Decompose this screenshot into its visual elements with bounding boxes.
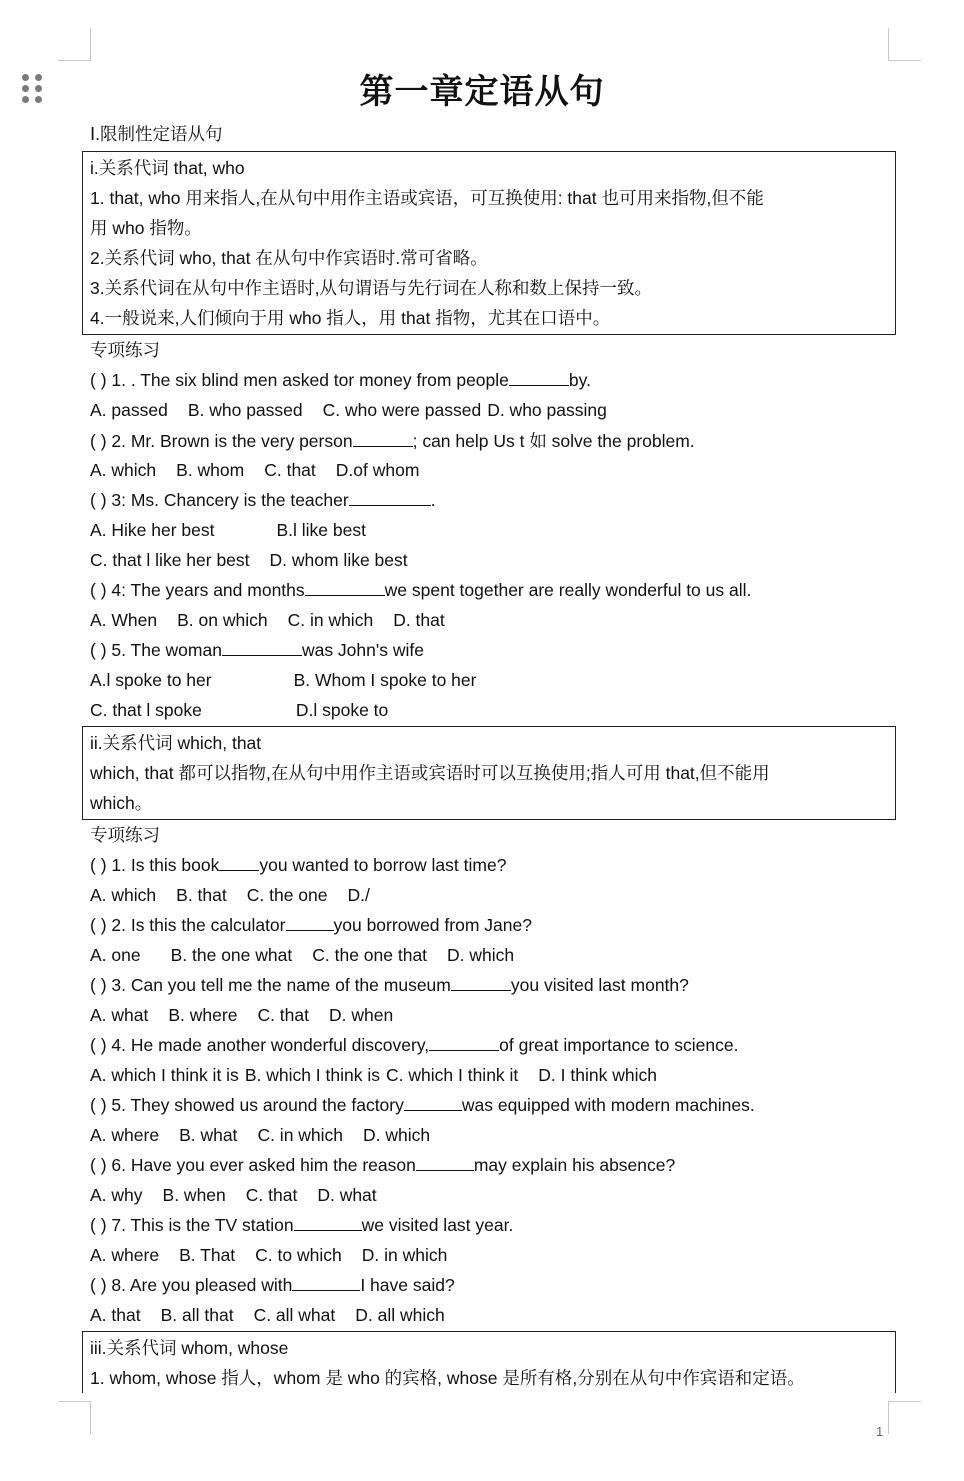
answer-blank: [509, 370, 569, 386]
page-corner-mark: [58, 1401, 91, 1434]
answer-options: A. which I think it is B. which I think is C. which I think it D. I think which: [90, 1065, 657, 1085]
answer-options: A. Hike her best B.l like best: [90, 520, 366, 540]
answer-options: A. why B. when C. that D. what: [90, 1185, 377, 1205]
practice-heading: 专项练习: [90, 340, 160, 360]
answer-options: A. which B. that C. the one D./: [90, 885, 370, 905]
answer-options: A. that B. all that C. all what D. all which: [90, 1305, 445, 1325]
answer-blank: [416, 1155, 474, 1171]
page-corner-mark: [888, 1401, 921, 1434]
page-number: 1: [876, 1424, 884, 1439]
question: ( ) 6. Have you ever asked him the reason may explain his absence?: [90, 1155, 676, 1175]
answer-blank: [286, 915, 334, 931]
answer-options: A. passed B. who passed C. who were passed D. who passing: [90, 400, 607, 420]
answer-options: A. where B. what C. in which D. which: [90, 1125, 431, 1145]
answer-blank: [292, 1275, 360, 1291]
question: ( ) 5. They showed us around the factory was equipped with modern machines.: [90, 1095, 755, 1115]
page-corner-mark: [58, 28, 91, 61]
answer-blank: [353, 431, 413, 447]
rule-box-1-heading: i.关系代词 that, who: [90, 158, 245, 178]
answer-options: A. which B. whom C. that D.of whom: [90, 460, 420, 480]
question: ( ) 3: Ms. Chancery is the teacher .: [90, 490, 436, 510]
rule-box-1-line: 用 who 指物。: [90, 218, 202, 238]
rule-box-1-line: 3.关系代词在从句中作主语时,从句谓语与先行词在人称和数上保持一致。: [90, 278, 652, 298]
answer-blank: [349, 490, 431, 506]
question: ( ) 4. He made another wonderful discovery, of great importance to science.: [90, 1035, 739, 1055]
answer-options: A. one B. the one what C. the one that D. which: [90, 945, 515, 965]
question: ( ) 1. . The six blind men asked tor money from people by.: [90, 370, 591, 390]
question: ( ) 7. This is the TV station we visited last year.: [90, 1215, 514, 1235]
answer-blank: [404, 1095, 462, 1111]
answer-options: A. what B. where C. that D. when: [90, 1005, 394, 1025]
answer-options: A. where B. That C. to which D. in which: [90, 1245, 448, 1265]
question: ( ) 5. The woman was John's wife: [90, 640, 424, 660]
question: ( ) 1. Is this book you wanted to borrow last time?: [90, 855, 507, 875]
rule-box-1-line: 1. that, who 用来指人,在从句中用作主语或宾语，可互换使用: that 也可用来指物,但不能: [90, 188, 764, 208]
rule-box-2-line: which, that 都可以指物,在从句中用作主语或宾语时可以互换使用;指人可用 that,但不能用: [90, 763, 770, 783]
page-corner-mark: [888, 28, 921, 61]
question: ( ) 2. Mr. Brown is the very person ; can help Us t 如 solve the problem.: [90, 431, 695, 451]
question: ( ) 4: The years and months we spent together are really wonderful to us all.: [90, 580, 752, 600]
rule-box-1-line: 2.关系代词 who, that 在从句中作宾语时.常可省略。: [90, 248, 488, 268]
answer-blank: [219, 855, 259, 871]
rule-box-3-line: 1. whom, whose 指人，whom 是 who 的宾格, whose 是所有格,分别在从句中作宾语和定语。: [90, 1368, 805, 1388]
answer-options: C. that l spoke D.l spoke to: [90, 700, 389, 720]
answer-options: C. that l like her best D. whom like best: [90, 550, 408, 570]
answer-blank: [429, 1035, 499, 1051]
answer-options: A. When B. on which C. in which D. that: [90, 610, 445, 630]
answer-blank: [294, 1215, 362, 1231]
answer-options: A.l spoke to her B. Whom I spoke to her: [90, 670, 477, 690]
question: ( ) 3. Can you tell me the name of the museum you visited last month?: [90, 975, 689, 995]
rule-box-1-line: 4.一般说来,人们倾向于用 who 指人，用 that 指物，尤其在口语中。: [90, 308, 611, 328]
rule-box-3-heading: iii.关系代词 whom, whose: [90, 1338, 289, 1358]
answer-blank: [222, 640, 302, 656]
rule-box-2-heading: ii.关系代词 which, that: [90, 733, 262, 753]
question: ( ) 2. Is this the calculator you borrowed from Jane?: [90, 915, 532, 935]
page-title: 第一章定语从句: [359, 72, 605, 112]
practice-heading: 专项练习: [90, 825, 160, 845]
rule-box-2-line: which。: [90, 793, 153, 813]
answer-blank: [451, 975, 511, 991]
question: ( ) 8. Are you pleased with I have said?: [90, 1275, 455, 1295]
answer-blank: [305, 580, 385, 596]
section-heading: Ⅰ.限制性定语从句: [90, 124, 223, 144]
